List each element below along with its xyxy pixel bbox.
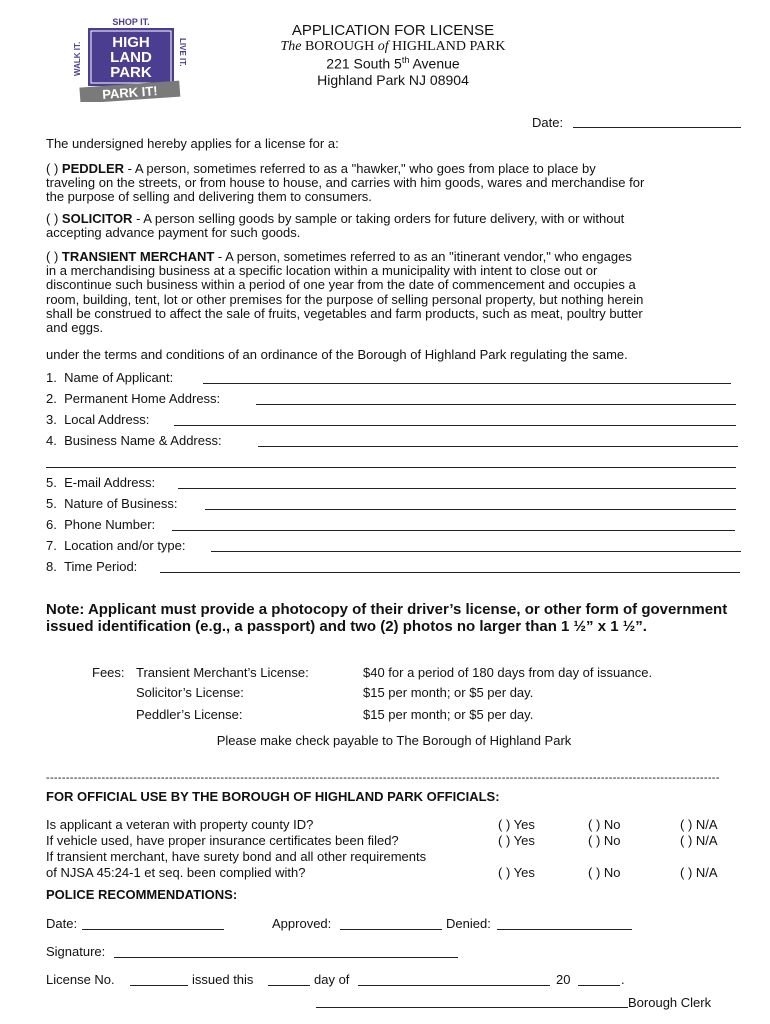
time-period-field[interactable] [160, 572, 740, 573]
fee-name-peddler: Peddler’s License: [136, 707, 243, 722]
surety-no[interactable]: ( ) No [588, 865, 621, 880]
month-field[interactable] [358, 985, 550, 986]
year-prefix: 20 [556, 972, 571, 987]
issued-day-field[interactable] [268, 985, 310, 986]
license-no-label: License No. [46, 972, 115, 987]
fee-value-solicitor: $15 per month; or $5 per day. [363, 685, 534, 700]
local-address-field[interactable] [174, 425, 736, 426]
borough-city: Highland Park NJ 08904 [317, 72, 469, 88]
field-label-name: 1. Name of Applicant: [46, 370, 174, 385]
solicitor-checkbox[interactable]: ( ) [46, 211, 59, 226]
question-surety-1: If transient merchant, have surety bond and all other requirements [46, 849, 427, 864]
fees-label: Fees: [92, 665, 125, 680]
question-surety-2: of NJSA 45:24-1 et seq. been complied with? [46, 865, 306, 880]
date-field[interactable] [573, 127, 741, 128]
field-label-time: 8. Time Period: [46, 559, 138, 574]
insurance-no[interactable]: ( ) No [588, 833, 621, 848]
surety-yes[interactable]: ( ) Yes [498, 865, 535, 880]
issued-label: issued this [192, 972, 254, 987]
intro-text: The undersigned hereby applies for a license for a: [46, 136, 339, 151]
applicant-name-field[interactable] [203, 383, 731, 384]
home-address-field[interactable] [256, 404, 736, 405]
field-label-nature: 5. Nature of Business: [46, 496, 178, 511]
type-transient-merchant: ( ) TRANSIENT MERCHANT - A person, sometimes referred to as an "itinerant vendor," who engages in a merchandising business at a specific location within a municipality with intent to close out or discontinue such business within a period of one year from the date of commencement and occupies a room, building, tent, lot or other premises for the purpose of selling personal property, but nothing herein shall be construed to affect the sale of fruits, vegetables and farm products, such as meat, poultry butter and eggs. [46, 249, 644, 336]
date-label: Date: [532, 115, 564, 130]
phone-field[interactable] [172, 530, 735, 531]
terms-text: under the terms and conditions of an ordinance of the Borough of Highland Park regulating the same. [46, 347, 628, 362]
fee-name-transient: Transient Merchant’s License: [136, 665, 309, 680]
fee-value-peddler: $15 per month; or $5 per day. [363, 707, 534, 722]
fee-name-solicitor: Solicitor’s License: [136, 685, 244, 700]
clerk-label: Borough Clerk [628, 995, 712, 1010]
email-field[interactable] [178, 488, 736, 489]
license-no-field[interactable] [130, 985, 188, 986]
borough-logo [72, 16, 190, 102]
veteran-na[interactable]: ( ) N/A [680, 817, 718, 832]
borough-name: The BOROUGH of HIGHLAND PARK [280, 39, 506, 54]
business-address-field-2[interactable] [46, 467, 736, 468]
cut-line: -------------------------------------------------------------------------------------------------------------------------------------------------------------------------- [46, 772, 720, 784]
nature-of-business-field[interactable] [205, 509, 736, 510]
veteran-yes[interactable]: ( ) Yes [498, 817, 535, 832]
surety-na[interactable]: ( ) N/A [680, 865, 718, 880]
field-label-business: 4. Business Name & Address: [46, 433, 222, 448]
svg-text:PARK: PARK [110, 64, 152, 81]
svg-text:PARK IT!: PARK IT! [101, 83, 159, 102]
insurance-na[interactable]: ( ) N/A [680, 833, 718, 848]
logo-top-text: SHOP IT. [112, 17, 150, 27]
location-field[interactable] [211, 551, 741, 552]
period-mark: . [621, 972, 625, 987]
svg-text:LAND: LAND [110, 49, 152, 66]
payable-text: Please make check payable to The Borough of Highland Park [216, 733, 572, 748]
police-heading: POLICE RECOMMENDATIONS: [46, 887, 238, 902]
field-label-home-address: 2. Permanent Home Address: [46, 391, 221, 406]
signature-field[interactable] [114, 957, 458, 958]
approved-field[interactable] [340, 929, 442, 930]
type-peddler: ( ) PEDDLER - A person, sometimes referred to as a "hawker," who goes from place to place by traveling on the streets, or from house to house, and carries with him goods, wares and merchandise for the purpose of selling and delivering them to consumers. [46, 161, 645, 205]
business-name-field[interactable] [258, 446, 738, 447]
fee-value-transient: $40 for a period of 180 days from day of issuance. [363, 665, 653, 680]
type-solicitor: ( ) SOLICITOR - A person selling goods by sample or taking orders for future delivery, with or without accepting advance payment for such goods. [46, 211, 625, 241]
question-veteran: Is applicant a veteran with property county ID? [46, 817, 314, 832]
field-label-email: 5. E-mail Address: [46, 475, 156, 490]
transient-checkbox[interactable]: ( ) [46, 249, 59, 264]
field-label-location: 7. Location and/or type: [46, 538, 186, 553]
police-date-field[interactable] [82, 929, 224, 930]
official-heading: FOR OFFICIAL USE BY THE BOROUGH OF HIGHLAND PARK OFFICIALS: [46, 789, 500, 804]
police-date-label: Date: [46, 916, 78, 931]
peddler-checkbox[interactable]: ( ) [46, 161, 59, 176]
id-note: Note: Applicant must provide a photocopy of their driver’s license, or other form of government issued identification (e.g., a passport) and two (2) photos no larger than 1 ½” x 1 ½”. [46, 601, 728, 635]
insurance-yes[interactable]: ( ) Yes [498, 833, 535, 848]
field-label-phone: 6. Phone Number: [46, 517, 156, 532]
field-label-local-address: 3. Local Address: [46, 412, 150, 427]
day-of-label: day of [314, 972, 350, 987]
svg-text:WALK IT.: WALK IT. [73, 41, 82, 76]
svg-text:LIVE IT.: LIVE IT. [178, 38, 187, 67]
year-field[interactable] [578, 985, 620, 986]
denied-field[interactable] [497, 929, 632, 930]
signature-label: Signature: [46, 944, 106, 959]
clerk-signature-field[interactable] [316, 1007, 628, 1008]
question-insurance: If vehicle used, have proper insurance certificates been filed? [46, 833, 399, 848]
borough-address: 221 South 5th Avenue [326, 55, 460, 72]
approved-label: Approved: [272, 916, 332, 931]
denied-label: Denied: [446, 916, 491, 931]
form-title: APPLICATION FOR LICENSE [291, 22, 495, 39]
svg-text:HIGH: HIGH [112, 34, 150, 51]
veteran-no[interactable]: ( ) No [588, 817, 621, 832]
